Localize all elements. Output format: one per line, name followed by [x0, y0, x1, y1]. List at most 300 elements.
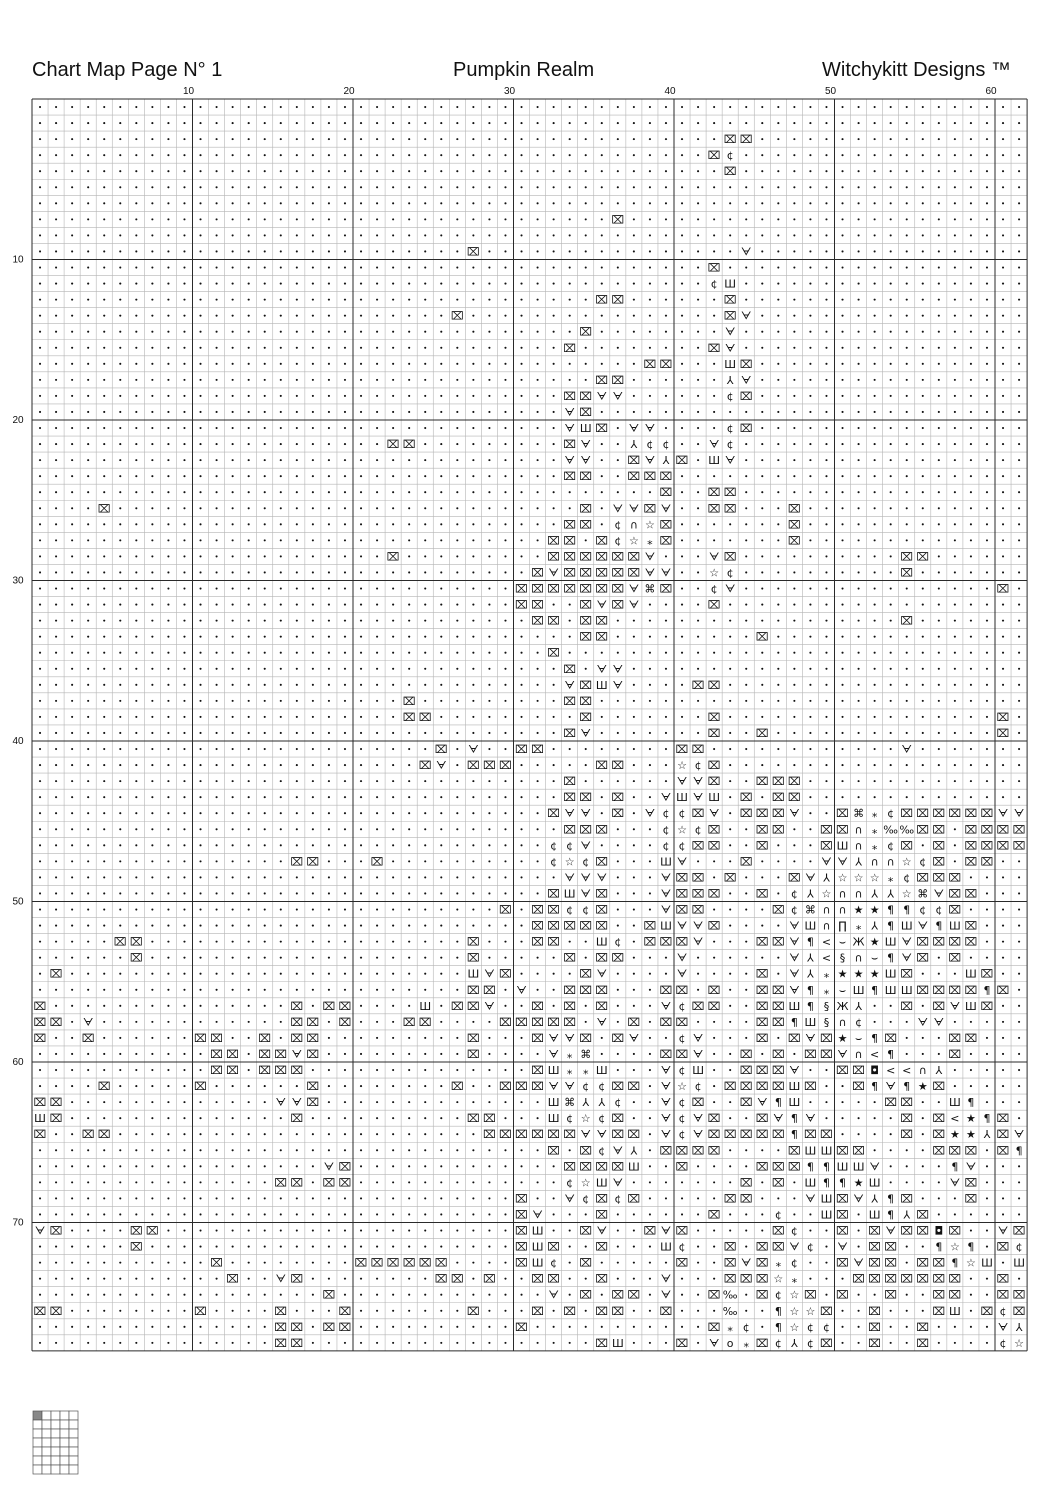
row-tick-label: 70 — [12, 1217, 24, 1229]
stitch-symbol: ᗄ — [660, 1064, 672, 1078]
stitch-symbol: ⌧ — [210, 1256, 223, 1270]
stitch-symbol: ⌧ — [691, 678, 705, 692]
stitch-symbol: ¶ — [1015, 1144, 1023, 1158]
stitch-symbol: ¶ — [887, 951, 895, 965]
stitch-symbol: ᗄ — [660, 1128, 672, 1142]
minimap-page-cell — [60, 1429, 69, 1438]
stitch-symbol: Ш — [34, 1112, 46, 1126]
stitch-symbol: ⌧ — [579, 678, 593, 692]
stitch-symbol: ⌧ — [515, 1192, 528, 1206]
stitch-symbol: ⌧ — [932, 1256, 946, 1270]
stitch-symbol: ⅄ — [935, 1064, 943, 1078]
stitch-symbol: ⌧ — [948, 983, 962, 997]
stitch-symbol: ⌧ — [739, 1096, 753, 1110]
stitch-symbol: ⌧ — [483, 983, 496, 997]
stitch-symbol: ⌧ — [354, 1256, 368, 1270]
stitch-symbol: ⁎ — [887, 871, 894, 885]
stitch-symbol: ⌧ — [595, 855, 609, 869]
stitch-symbol: ⌧ — [916, 823, 930, 837]
stitch-symbol: ⌧ — [707, 598, 721, 612]
page-minimap — [32, 1410, 80, 1476]
stitch-symbol: ᗄ — [724, 325, 736, 339]
minimap-page-cell — [69, 1411, 78, 1420]
stitch-symbol: ⌧ — [788, 518, 801, 532]
stitch-symbol: ¢ — [678, 807, 686, 821]
stitch-symbol: ᗄ — [548, 1047, 559, 1061]
stitch-symbol: ⌧ — [386, 1256, 400, 1270]
stitch-symbol: ⌧ — [33, 1031, 47, 1045]
minimap-page-cell — [51, 1411, 60, 1420]
stitch-symbol: ⌧ — [611, 598, 625, 612]
stitch-symbol: ⌧ — [226, 1047, 239, 1061]
stitch-symbol: ¶ — [871, 1080, 879, 1094]
stitch-symbol: ⅄ — [823, 871, 830, 885]
stitch-symbol: ¢ — [806, 1336, 814, 1350]
stitch-symbol: ᗄ — [741, 373, 752, 387]
stitch-symbol: ᗄ — [837, 855, 848, 869]
stitch-symbol: ⌧ — [739, 422, 753, 436]
stitch-symbol: ᗄ — [885, 1224, 896, 1238]
stitch-symbol: ᗄ — [612, 1176, 624, 1190]
stitch-symbol: ⌧ — [675, 903, 689, 917]
stitch-symbol: ⌧ — [579, 614, 593, 628]
stitch-symbol: ⌧ — [49, 967, 63, 981]
stitch-symbol: ᗄ — [644, 566, 656, 580]
stitch-symbol: ᗄ — [644, 550, 656, 564]
stitch-symbol: ⌧ — [948, 1288, 962, 1302]
stitch-symbol: ⌧ — [258, 1031, 272, 1045]
stitch-symbol: ⌧ — [129, 951, 143, 965]
stitch-symbol: ⌧ — [563, 389, 577, 403]
stitch-symbol: ⌧ — [964, 1031, 978, 1045]
stitch-symbol: Ш — [611, 1336, 624, 1350]
stitch-symbol: ᗄ — [564, 807, 575, 821]
stitch-symbol: ⌧ — [739, 1128, 753, 1142]
stitch-symbol: ¶ — [790, 1015, 798, 1029]
stitch-symbol: ⌧ — [531, 598, 544, 612]
minimap-page-cell — [69, 1465, 78, 1474]
stitch-symbol: ⌧ — [723, 1192, 737, 1206]
stitch-symbol: ⌧ — [563, 550, 577, 564]
stitch-symbol: ¶ — [983, 983, 991, 997]
stitch-symbol: ⌧ — [755, 1128, 769, 1142]
stitch-symbol: ⌧ — [996, 726, 1010, 740]
stitch-symbol: ⌧ — [370, 855, 384, 869]
stitch-symbol: ᗄ — [997, 1320, 1009, 1334]
stitch-symbol: ⌧ — [611, 213, 625, 227]
chart-title: Pumpkin Realm — [453, 59, 595, 81]
stitch-symbol: ☆ — [773, 1272, 784, 1286]
stitch-symbol: ¢ — [887, 807, 895, 821]
stitch-symbol: ᗄ — [468, 743, 479, 757]
minimap-page-cell — [60, 1447, 69, 1456]
stitch-symbol: ⌧ — [579, 919, 593, 933]
stitch-symbol: ⌧ — [467, 1304, 480, 1318]
stitch-symbol: ⌧ — [755, 935, 769, 949]
minimap-page-cell — [42, 1429, 51, 1438]
stitch-symbol: ⌧ — [322, 999, 336, 1013]
stitch-symbol: ‰ — [722, 1304, 738, 1318]
column-tick-label: 50 — [824, 86, 837, 97]
stitch-symbol: Ж — [836, 999, 849, 1013]
stitch-symbol: Ш — [804, 1144, 817, 1158]
stitch-symbol: ᗄ — [275, 1096, 286, 1110]
stitch-symbol: ⌧ — [820, 1031, 833, 1045]
minimap-page-cell — [33, 1429, 42, 1438]
stitch-symbol: ⌧ — [611, 1288, 625, 1302]
stitch-symbol: ¢ — [822, 1320, 830, 1334]
stitch-symbol: ᗄ — [580, 454, 591, 468]
stitch-symbol: ¢ — [694, 1080, 702, 1094]
stitch-symbol: ⌧ — [113, 935, 127, 949]
stitch-symbol: ⌧ — [595, 582, 609, 596]
stitch-symbol: ⌧ — [723, 1240, 737, 1254]
stitch-symbol: ᗄ — [885, 1080, 896, 1094]
stitch-symbol: ⌧ — [595, 903, 609, 917]
stitch-symbol: ¢ — [919, 903, 927, 917]
stitch-symbol: ⌧ — [739, 1272, 753, 1286]
stitch-symbol: ⌧ — [932, 999, 946, 1013]
stitch-symbol: ¢ — [662, 823, 670, 837]
stitch-symbol: Ш — [900, 919, 913, 933]
stitch-symbol: ⌧ — [788, 502, 801, 516]
stitch-symbol: ¢ — [678, 1128, 686, 1142]
stitch-symbol: ¢ — [999, 1304, 1007, 1318]
stitch-symbol: ◘ — [870, 1064, 879, 1078]
stitch-symbol: ⌧ — [467, 935, 480, 949]
row-tick-label: 50 — [12, 896, 24, 908]
stitch-symbol: ◘ — [934, 1224, 944, 1238]
stitch-symbol: ⌧ — [531, 919, 544, 933]
stitch-symbol: ☆ — [821, 887, 832, 901]
stitch-symbol: ᗄ — [628, 598, 640, 612]
stitch-symbol: ⌧ — [739, 791, 753, 805]
stitch-symbol: ᗄ — [708, 550, 720, 564]
stitch-symbol: ¶ — [806, 935, 814, 949]
stitch-symbol: ᗄ — [660, 903, 672, 917]
stitch-symbol: ⌧ — [675, 1144, 689, 1158]
stitch-symbol: ⌧ — [483, 759, 496, 773]
stitch-symbol: ⌧ — [771, 1160, 785, 1174]
stitch-symbol: ¢ — [790, 887, 798, 901]
stitch-symbol: ᗄ — [789, 935, 800, 949]
stitch-symbol: ⌧ — [820, 1336, 833, 1350]
stitch-symbol: ⌧ — [852, 1144, 865, 1158]
stitch-symbol: ⌧ — [996, 823, 1010, 837]
stitch-symbol: ⌧ — [868, 1256, 881, 1270]
stitch-symbol: ⌧ — [579, 967, 593, 981]
stitch-symbol: ☆ — [564, 855, 575, 869]
stitch-symbol: ᗄ — [564, 1080, 575, 1094]
stitch-symbol: ⌧ — [515, 1080, 528, 1094]
stitch-symbol: ⌧ — [868, 1336, 881, 1350]
stitch-symbol: ⌧ — [547, 807, 560, 821]
stitch-symbol: Ш — [467, 967, 480, 981]
stitch-symbol: ⌧ — [531, 1064, 544, 1078]
stitch-symbol: ⌧ — [900, 999, 914, 1013]
stitch-symbol: ᗄ — [692, 791, 704, 805]
stitch-symbol: ★ — [869, 903, 880, 917]
stitch-symbol: ⌧ — [884, 1256, 898, 1270]
stitch-symbol: ⌧ — [467, 951, 480, 965]
stitch-symbol: ⌧ — [707, 710, 721, 724]
stitch-symbol: Ш — [531, 1256, 544, 1270]
stitch-symbol: ⌧ — [739, 1047, 753, 1061]
stitch-symbol: ⌧ — [290, 1336, 304, 1350]
stitch-symbol: Ш — [595, 1176, 608, 1190]
stitch-symbol: ⁎ — [823, 983, 830, 997]
stitch-symbol: ⌧ — [996, 1288, 1010, 1302]
stitch-symbol: ⌧ — [290, 999, 304, 1013]
stitch-symbol: ⌧ — [579, 582, 593, 596]
stitch-symbol: ⌧ — [675, 1160, 689, 1174]
stitch-symbol: ⌧ — [306, 1080, 320, 1094]
stitch-symbol: ⌧ — [531, 743, 544, 757]
stitch-symbol: ∩ — [822, 919, 831, 933]
stitch-symbol: ᗄ — [789, 983, 800, 997]
stitch-symbol: ¢ — [806, 1240, 814, 1254]
stitch-symbol: ⌧ — [499, 903, 512, 917]
stitch-symbol: ¢ — [582, 1080, 590, 1094]
stitch-symbol: ☆ — [677, 823, 687, 837]
stitch-symbol: ᗄ — [805, 1192, 816, 1206]
stitch-symbol: ⌧ — [595, 614, 609, 628]
stitch-symbol: ᗄ — [612, 1144, 624, 1158]
stitch-symbol: ⅄ — [807, 951, 814, 965]
stitch-symbol: ¢ — [678, 1240, 686, 1254]
stitch-symbol: ⌘ — [644, 582, 656, 596]
stitch-symbol: ⌧ — [290, 1064, 304, 1078]
stitch-symbol: ᗄ — [580, 726, 591, 740]
stitch-symbol: ¢ — [614, 1096, 622, 1110]
stitch-symbol: ⌧ — [771, 1176, 785, 1190]
stitch-symbol: ⌧ — [49, 1015, 63, 1029]
stitch-symbol: ᗄ — [789, 919, 800, 933]
stitch-symbol: ⌧ — [739, 133, 753, 147]
stitch-symbol: ⌧ — [804, 1047, 817, 1061]
stitch-symbol: ⌧ — [900, 1224, 914, 1238]
stitch-symbol: ⌧ — [499, 1080, 512, 1094]
stitch-symbol: ⌧ — [483, 1128, 496, 1142]
stitch-symbol: ⌧ — [659, 486, 673, 500]
stitch-symbol: ¢ — [566, 1176, 574, 1190]
stitch-symbol: ⌧ — [595, 1336, 609, 1350]
stitch-symbol: ★ — [837, 1031, 848, 1045]
stitch-symbol: ⌧ — [964, 1192, 978, 1206]
stitch-symbol: ⌧ — [691, 871, 705, 885]
stitch-symbol: ¢ — [566, 1112, 574, 1126]
stitch-symbol: ⌧ — [723, 486, 737, 500]
stitch-symbol: ⅄ — [598, 1096, 606, 1110]
stitch-symbol: ∩ — [629, 518, 638, 532]
stitch-symbol: ¢ — [550, 839, 558, 853]
stitch-symbol: ⌧ — [948, 887, 962, 901]
stitch-symbol: ⌧ — [755, 887, 769, 901]
stitch-symbol: ⌧ — [932, 1304, 946, 1318]
stitch-symbol: Ш — [948, 919, 961, 933]
stitch-symbol: ⌧ — [81, 1128, 95, 1142]
stitch-symbol: ⌧ — [611, 951, 625, 965]
stitch-symbol: ⌧ — [900, 566, 914, 580]
stitch-symbol: ⌧ — [322, 1320, 336, 1334]
stitch-symbol: ⌧ — [579, 470, 593, 484]
stitch-symbol: ⌧ — [788, 534, 801, 548]
stitch-symbol: ⌧ — [771, 823, 785, 837]
stitch-symbol: Ш — [547, 1064, 560, 1078]
stitch-symbol: ⌧ — [579, 1256, 593, 1270]
minimap-page-cell — [33, 1465, 42, 1474]
stitch-symbol: Ш — [547, 1096, 560, 1110]
stitch-symbol: ⌧ — [226, 1272, 239, 1286]
stitch-symbol: ⌧ — [836, 823, 849, 837]
stitch-symbol: ⌧ — [547, 1272, 560, 1286]
stitch-symbol: ⌧ — [547, 582, 560, 596]
stitch-symbol: ⌧ — [515, 1320, 528, 1334]
stitch-symbol: ⌧ — [771, 1064, 785, 1078]
stitch-symbol: ¢ — [694, 759, 702, 773]
stitch-symbol: Ш — [965, 967, 977, 981]
stitch-symbol: ⌧ — [739, 855, 753, 869]
stitch-symbol: ⌧ — [595, 1208, 609, 1222]
stitch-symbol: ⌧ — [402, 1256, 416, 1270]
stitch-symbol: ⌧ — [531, 903, 544, 917]
stitch-symbol: ⌧ — [755, 983, 769, 997]
stitch-symbol: ⌧ — [820, 823, 833, 837]
stitch-symbol: ⌧ — [563, 1304, 577, 1318]
stitch-symbol: ⌧ — [932, 823, 946, 837]
stitch-symbol: ⌧ — [980, 855, 994, 869]
stitch-symbol: ⌧ — [97, 1080, 111, 1094]
stitch-symbol: ⌧ — [611, 1304, 625, 1318]
stitch-symbol: ⌧ — [563, 1160, 577, 1174]
stitch-symbol: ⅄ — [726, 373, 734, 387]
stitch-symbol: ⌧ — [467, 1031, 480, 1045]
stitch-symbol: ⌧ — [1012, 1288, 1026, 1302]
row-tick-label: 20 — [12, 415, 24, 426]
stitch-symbol: ☆ — [709, 566, 720, 580]
stitch-symbol: ⌧ — [467, 999, 480, 1013]
minimap-page-cell — [69, 1447, 78, 1456]
stitch-symbol: ⌧ — [306, 855, 320, 869]
stitch-symbol: ⁎ — [566, 1064, 573, 1078]
stitch-symbol: ⌧ — [611, 582, 625, 596]
stitch-symbol: ᗄ — [853, 1192, 864, 1206]
stitch-symbol: ¢ — [726, 422, 734, 436]
stitch-symbol: ⌧ — [515, 1256, 528, 1270]
stitch-symbol: ¢ — [903, 871, 911, 885]
stitch-symbol: ⌧ — [322, 1288, 336, 1302]
stitch-symbol: ⌧ — [900, 1128, 914, 1142]
stitch-symbol: ⌧ — [900, 1112, 914, 1126]
stitch-symbol: ᗄ — [580, 1128, 591, 1142]
stitch-symbol: ⌧ — [932, 1272, 946, 1286]
stitch-symbol: Ш — [948, 1096, 961, 1110]
stitch-symbol: ⌧ — [691, 887, 705, 901]
stitch-symbol: ⌧ — [932, 1144, 946, 1158]
stitch-symbol: ᗄ — [628, 582, 640, 596]
stitch-symbol: ᗄ — [741, 1256, 752, 1270]
stitch-symbol: ⌧ — [964, 935, 978, 949]
stitch-symbol: ⌧ — [450, 999, 464, 1013]
stitch-symbol: ⌧ — [49, 1096, 63, 1110]
stitch-symbol: ⁎ — [743, 1336, 749, 1350]
stitch-symbol: ⌧ — [884, 1096, 898, 1110]
stitch-symbol: ᗄ — [789, 951, 800, 965]
stitch-symbol: ⌧ — [659, 935, 673, 949]
stitch-symbol: ⁎ — [647, 534, 653, 548]
stitch-symbol: ¢ — [710, 277, 718, 291]
stitch-symbol: ⌧ — [675, 1047, 689, 1061]
stitch-symbol: ⌧ — [338, 1176, 352, 1190]
stitch-symbol: ⅄ — [662, 454, 670, 468]
stitch-symbol: ᗄ — [660, 1112, 672, 1126]
stitch-symbol: ⌧ — [579, 518, 593, 532]
stitch-symbol: ‰ — [883, 823, 899, 837]
stitch-symbol: ᗄ — [901, 951, 912, 965]
stitch-symbol: Ш — [627, 1160, 640, 1174]
stitch-symbol: ⌧ — [932, 935, 946, 949]
stitch-symbol: ⌧ — [932, 1112, 946, 1126]
stitch-symbol: ★ — [869, 967, 880, 981]
stitch-symbol: ⌧ — [274, 1047, 288, 1061]
stitch-symbol: ⌧ — [771, 775, 785, 789]
stitch-symbol: ⌧ — [996, 1128, 1010, 1142]
stitch-symbol: ⌧ — [531, 614, 544, 628]
stitch-symbol: ☆ — [677, 759, 687, 773]
stitch-symbol: ⌧ — [643, 502, 657, 516]
stitch-symbol: ⌧ — [643, 935, 657, 949]
stitch-symbol: ★ — [869, 935, 880, 949]
stitch-symbol: ⌧ — [755, 967, 769, 981]
stitch-symbol: ⌧ — [450, 1080, 464, 1094]
stitch-symbol: ᗄ — [612, 678, 624, 692]
stitch-symbol: § — [823, 1015, 830, 1029]
stitch-symbol: ᗄ — [596, 1224, 607, 1238]
stitch-symbol: ⌧ — [755, 807, 769, 821]
stitch-symbol: ⅄ — [791, 1336, 798, 1350]
stitch-symbol: ⌧ — [595, 951, 609, 965]
stitch-symbol: ᗄ — [644, 454, 656, 468]
stitch-symbol: ⌧ — [595, 887, 609, 901]
stitch-symbol: ⌧ — [33, 1015, 47, 1029]
stitch-symbol: ⌧ — [402, 438, 416, 452]
stitch-symbol: ⅄ — [807, 967, 814, 981]
stitch-symbol: ¶ — [774, 1320, 782, 1334]
stitch-symbol: ☆ — [677, 1080, 687, 1094]
stitch-symbol: ⌧ — [579, 983, 593, 997]
stitch-symbol: ⌧ — [707, 919, 721, 933]
stitch-symbol: ¢ — [774, 1208, 782, 1222]
stitch-symbol: ᗄ — [628, 1031, 640, 1045]
minimap-page-cell — [69, 1456, 78, 1465]
stitch-symbol: ⌧ — [563, 662, 577, 676]
stitch-symbol: ⌧ — [338, 999, 352, 1013]
stitch-symbol: ⌧ — [691, 903, 705, 917]
column-tick-label: 40 — [664, 86, 676, 97]
stitch-symbol: ¶ — [951, 1256, 959, 1270]
stitch-symbol: ⌧ — [563, 694, 577, 708]
stitch-symbol: ᗄ — [660, 1272, 672, 1286]
stitch-symbol: ⌧ — [884, 1272, 898, 1286]
stitch-symbol: ¢ — [806, 1320, 814, 1334]
stitch-symbol: ᗄ — [564, 422, 575, 436]
stitch-symbol: ᗄ — [789, 807, 800, 821]
stitch-symbol: ᗄ — [660, 871, 672, 885]
stitch-symbol: ᗄ — [660, 566, 672, 580]
stitch-symbol: ⌧ — [771, 1240, 785, 1254]
stitch-symbol: ⌧ — [595, 550, 609, 564]
stitch-symbol: < — [870, 1047, 880, 1061]
